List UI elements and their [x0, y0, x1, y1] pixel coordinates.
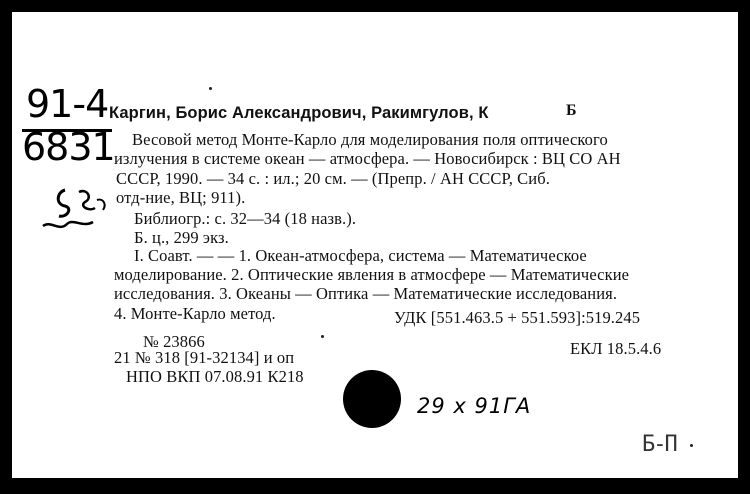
body-line: I. Соавт. — — 1. Океан-атмосфера, система — Математическое: [134, 246, 587, 265]
author-heading: Каргин, Борис Александрович, Ракимгулов, К: [109, 104, 489, 122]
mark-letter: Б: [566, 102, 577, 119]
punch-hole: [343, 370, 401, 428]
print-line: 21 № 318 [91-32134] и оп: [114, 348, 295, 367]
npo-line: НПО ВКП 07.08.91 К218: [126, 367, 304, 386]
body-line: отд-ние, ВЦ; 911).: [116, 188, 246, 207]
udk-code: УДК [551.463.5 + 551.593]:519.245: [394, 308, 641, 327]
handwritten-number: 29 х 91ГА: [417, 394, 532, 418]
body-line: Б. ц., 299 экз.: [134, 228, 229, 247]
body-line: моделирование. 2. Оптические явления в атмосфере — Математические: [114, 265, 630, 284]
ink-speck: [690, 444, 693, 447]
body-line: излучения в системе океан — атмосфера. — Новосибирск : ВЦ СО АН: [114, 149, 621, 168]
classification-number-bottom: 6831: [22, 125, 115, 169]
body-line: исследования. 3. Океаны — Оптика — Математические исследования.: [114, 284, 618, 303]
handwritten-scrawl: [37, 182, 117, 242]
ekl-code: ЕКЛ 18.5.4.6: [570, 339, 662, 358]
catalog-card: [12, 12, 738, 478]
body-line: 4. Монте-Карло метод.: [114, 304, 276, 323]
ink-speck: [209, 87, 212, 90]
body-line: Библиогр.: с. 32—34 (18 назв.).: [134, 209, 357, 228]
ink-speck: [321, 335, 324, 338]
body-line: СССР, 1990. — 34 с. : ил.; 20 см. — (Препр. / АН СССР, Сиб.: [116, 169, 550, 188]
classification-number-top: 91-4: [26, 82, 109, 126]
body-line: Весовой метод Монте-Карло для моделирования поля оптического: [132, 130, 608, 149]
inventory-number: № 23866: [143, 332, 205, 351]
corner-stamp: Б-П: [642, 432, 676, 457]
